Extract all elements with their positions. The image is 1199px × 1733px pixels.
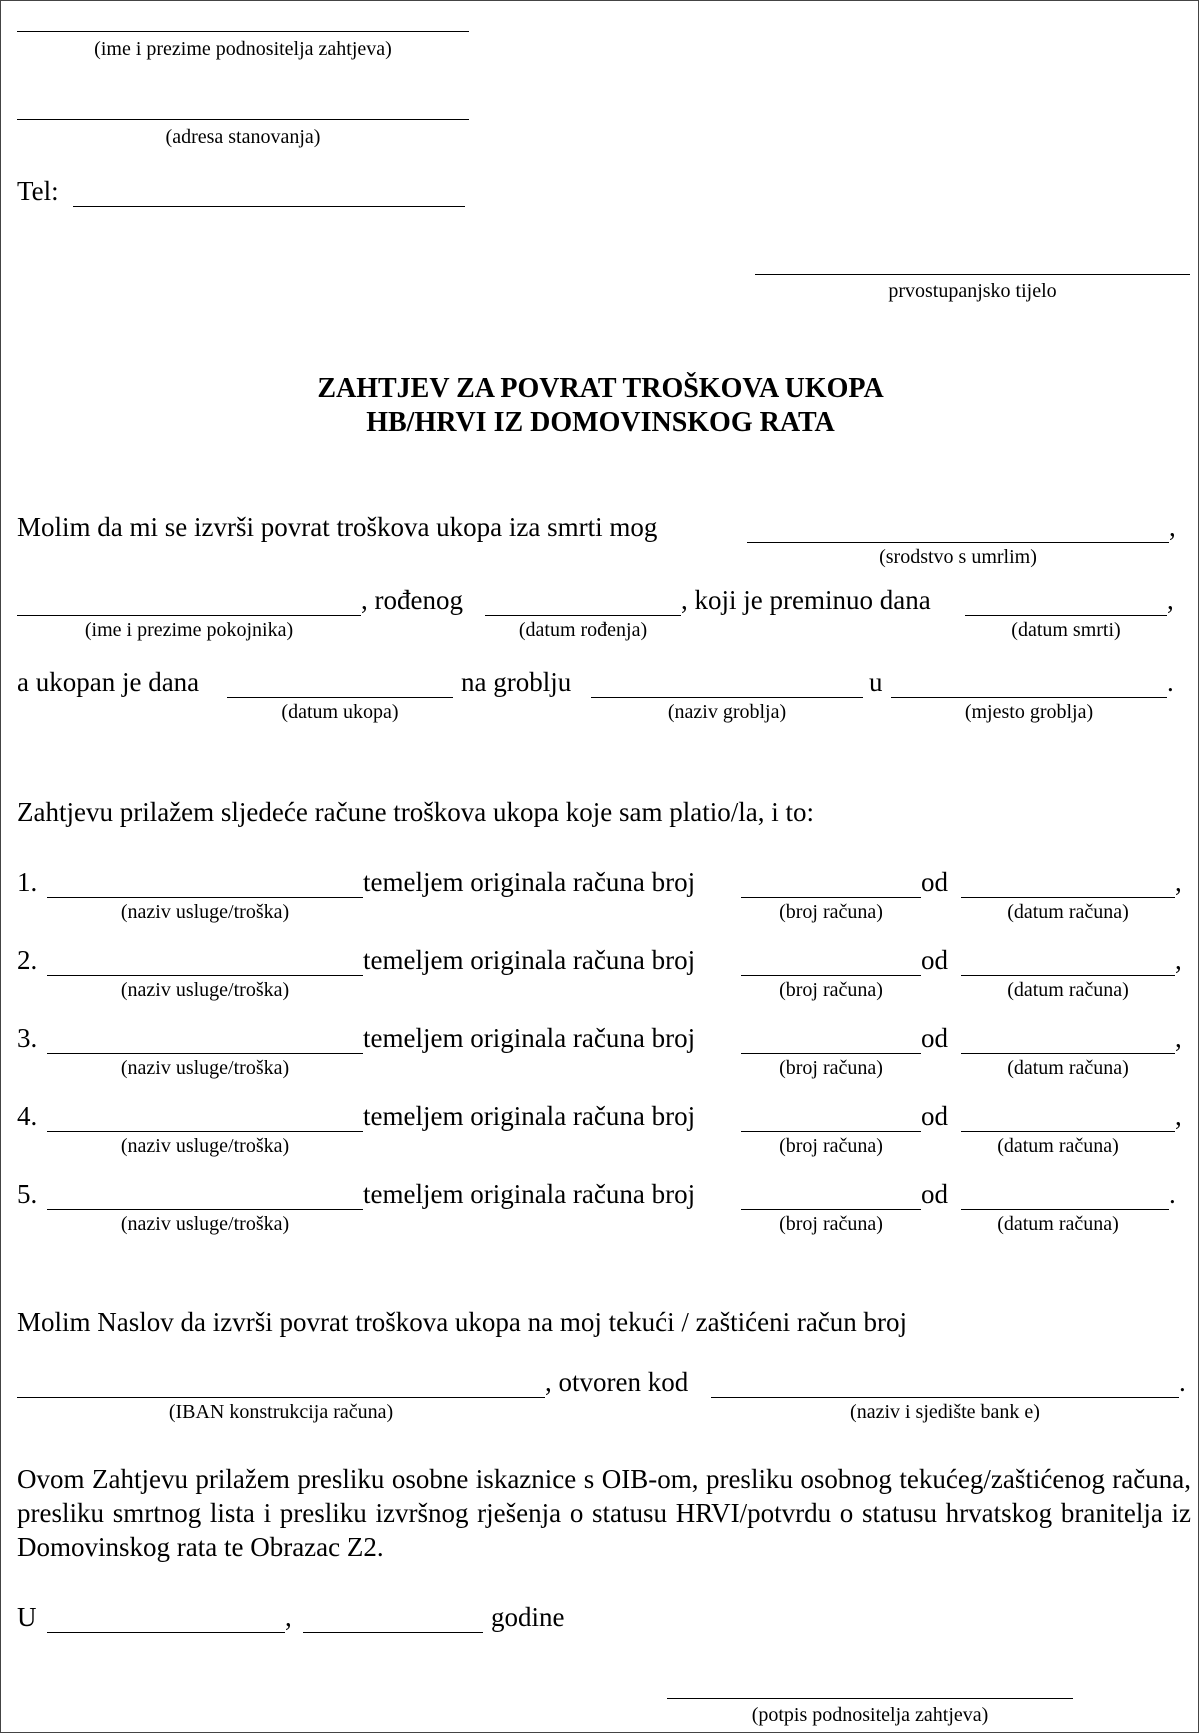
invoice-service-caption: (naziv usluge/troška) — [120, 1213, 290, 1235]
invoice-end: . — [1169, 1179, 1176, 1209]
iban-caption: (IBAN konstrukcija računa) — [168, 1401, 394, 1423]
document-subtitle: HB/HRVI IZ DOMOVINSKOG RATA — [366, 407, 835, 438]
invoice-number-caption: (broj računa) — [779, 901, 883, 923]
cemetery-place-field[interactable] — [891, 697, 1167, 698]
tel-label: Tel: — [17, 176, 59, 206]
invoice-number: 5. — [17, 1179, 38, 1209]
invoice-service-field[interactable] — [47, 897, 363, 898]
invoice-from-label: od — [921, 1101, 948, 1131]
invoice-service-caption: (naziv usluge/troška) — [120, 979, 290, 1001]
applicant-name-caption: (ime i prezime podnositelja zahtjeva) — [94, 38, 392, 60]
invoice-end: , — [1175, 945, 1182, 975]
bank-period: . — [1179, 1367, 1186, 1397]
cemetery-period: . — [1167, 667, 1174, 697]
invoice-service-field[interactable] — [47, 1131, 363, 1132]
invoice-service-caption: (naziv usluge/troška) — [120, 901, 290, 923]
burial-date-caption: (datum ukopa) — [281, 701, 399, 723]
invoice-number: 1. — [17, 867, 38, 897]
invoice-based-on-label: temeljem originala računa broj — [363, 945, 696, 975]
relation-field[interactable] — [747, 542, 1169, 543]
opened-at-label: , otvoren kod — [545, 1367, 689, 1397]
place-label: U — [17, 1602, 37, 1632]
authority-field[interactable] — [755, 274, 1190, 275]
invoice-based-on-label: temeljem originala računa broj — [363, 1023, 696, 1053]
cemetery-name-field[interactable] — [591, 697, 863, 698]
invoice-from-label: od — [921, 1023, 948, 1053]
birth-date-caption: (datum rođenja) — [518, 619, 648, 641]
invoice-service-field[interactable] — [47, 975, 363, 976]
invoice-from-label: od — [921, 1179, 948, 1209]
invoice-end: , — [1175, 1023, 1182, 1053]
invoice-date-caption: (datum računa) — [1007, 979, 1129, 1001]
born-label: , rođenog — [361, 585, 463, 615]
death-date-caption: (datum smrti) — [1011, 619, 1121, 641]
invoice-date-field[interactable] — [961, 1053, 1175, 1054]
invoice-date-caption: (datum računa) — [997, 1135, 1119, 1157]
invoice-number-field[interactable] — [741, 975, 921, 976]
died-label: , koji je preminuo dana — [681, 585, 931, 615]
place-comma: , — [285, 1602, 292, 1632]
invoice-based-on-label: temeljem originala računa broj — [363, 867, 696, 897]
invoice-number-field[interactable] — [741, 1209, 921, 1210]
invoices-intro: Zahtjevu prilažem sljedeće račune troškova ukopa koje sam platio/la, i to: — [17, 797, 814, 827]
bank-field[interactable] — [711, 1397, 1179, 1398]
invoice-date-field[interactable] — [961, 1209, 1169, 1210]
place-field[interactable] — [47, 1632, 285, 1633]
cemetery-label: na groblju — [461, 667, 572, 697]
invoice-date-caption: (datum računa) — [997, 1213, 1119, 1235]
request-intro: Molim da mi se izvrši povrat troškova ukopa iza smrti mog — [17, 512, 658, 542]
address-field[interactable] — [17, 119, 469, 120]
date-field[interactable] — [303, 1632, 483, 1633]
iban-field[interactable] — [17, 1397, 545, 1398]
invoice-date-field[interactable] — [961, 975, 1175, 976]
invoice-date-field[interactable] — [961, 1131, 1175, 1132]
invoice-service-field[interactable] — [47, 1209, 363, 1210]
invoice-service-field[interactable] — [47, 1053, 363, 1054]
invoice-based-on-label: temeljem originala računa broj — [363, 1179, 696, 1209]
invoice-number-caption: (broj računa) — [779, 979, 883, 1001]
invoice-number-caption: (broj računa) — [779, 1135, 883, 1157]
buried-label: a ukopan je dana — [17, 667, 200, 697]
invoice-from-label: od — [921, 867, 948, 897]
address-caption: (adresa stanovanja) — [165, 126, 321, 148]
tel-field[interactable] — [73, 206, 465, 207]
burial-date-field[interactable] — [227, 697, 453, 698]
invoice-number-field[interactable] — [741, 1131, 921, 1132]
invoice-number: 2. — [17, 945, 38, 975]
deceased-name-caption: (ime i prezime pokojnika) — [84, 619, 294, 641]
invoice-end: , — [1175, 1101, 1182, 1131]
invoice-date-field[interactable] — [961, 897, 1175, 898]
cemetery-place-caption: (mjesto groblja) — [964, 701, 1094, 723]
relation-comma: , — [1169, 512, 1176, 542]
attachments-paragraph: Ovom Zahtjevu prilažem presliku osobne iskaznice s OIB-om, presliku osobnog tekućeg/zaštićenog računa, presliku smrtnog lista i presliku izvršnog rješenja o statusu HRVI/potvrdu o statusu hrvatskog branitelja iz Domovinskog rata te Obrazac Z2. — [17, 1464, 1191, 1562]
invoice-date-caption: (datum računa) — [1007, 901, 1129, 923]
invoice-service-caption: (naziv usluge/troška) — [120, 1057, 290, 1079]
payment-text: Molim Naslov da izvrši povrat troškova ukopa na moj tekući / zaštićeni račun broj — [17, 1307, 908, 1337]
invoice-number-field[interactable] — [741, 1053, 921, 1054]
invoice-based-on-label: temeljem originala računa broj — [363, 1101, 696, 1131]
invoice-end: , — [1175, 867, 1182, 897]
death-date-comma: , — [1167, 585, 1174, 615]
signature-caption: (potpis podnositelja zahtjeva) — [751, 1704, 989, 1726]
invoice-number-field[interactable] — [741, 897, 921, 898]
death-date-field[interactable] — [965, 615, 1167, 616]
birth-date-field[interactable] — [485, 615, 681, 616]
applicant-name-field[interactable] — [17, 31, 469, 32]
in-label: u — [869, 667, 883, 697]
invoice-number: 4. — [17, 1101, 38, 1131]
authority-caption: prvostupanjsko tijelo — [888, 280, 1057, 302]
document-title: ZAHTJEV ZA POVRAT TROŠKOVA UKOPA — [317, 373, 884, 404]
invoice-number: 3. — [17, 1023, 38, 1053]
invoice-from-label: od — [921, 945, 948, 975]
invoice-service-caption: (naziv usluge/troška) — [120, 1135, 290, 1157]
relation-caption: (srodstvo s umrlim) — [879, 546, 1037, 568]
cemetery-name-caption: (naziv groblja) — [667, 701, 787, 723]
bank-caption: (naziv i sjedište bank e) — [850, 1401, 1040, 1423]
deceased-name-field[interactable] — [17, 615, 361, 616]
signature-field[interactable] — [667, 1698, 1073, 1699]
year-label: godine — [491, 1602, 565, 1632]
invoice-number-caption: (broj računa) — [779, 1057, 883, 1079]
invoice-date-caption: (datum računa) — [1007, 1057, 1129, 1079]
invoice-number-caption: (broj računa) — [779, 1213, 883, 1235]
